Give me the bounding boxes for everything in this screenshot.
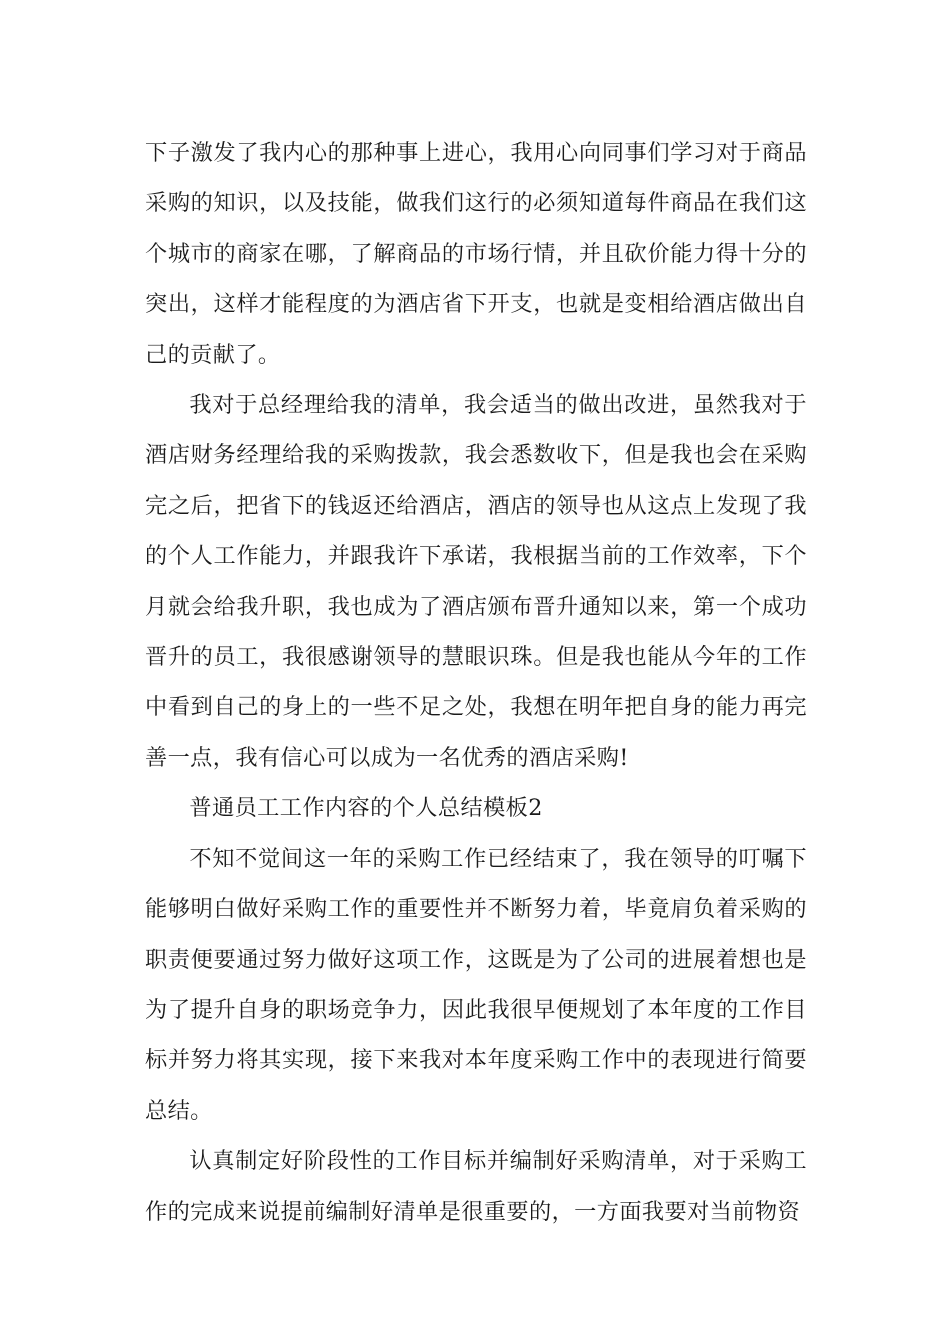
paragraph-1: 下子激发了我内心的那种事上进心，我用心向同事们学习对于商品采购的知识，以及技能，做我们这行的必须知道每件商品在我们这个城市的商家在哪，了解商品的市场行情，并且砍价能力得十分的突出，这样才能程度的为酒店省下开支，也就是变相给酒店做出自己的贡献了。 bbox=[145, 140, 807, 368]
paragraph-4: 认真制定好阶段性的工作目标并编制好采购清单，对于采购工作的完成来说提前编制好清单是很重要的，一方面我要对当前物资 bbox=[145, 1148, 807, 1225]
document-page bbox=[145, 128, 807, 1237]
paragraph-2: 我对于总经理给我的清单，我会适当的做出改进，虽然我对于酒店财务经理给我的采购拨款，我会悉数收下，但是我也会在采购完之后，把省下的钱返还给酒店，酒店的领导也从这点上发现了我的个人工作能力，并跟我许下承诺，我根据当前的工作效率，下个月就会给我升职，我也成为了酒店颁布晋升通知以来，第一个成功晋升的员工，我很感谢领导的慧眼识珠。但是我也能从今年的工作中看到自己的身上的一些不足之处，我想在明年把自身的能力再完善一点，我有信心可以成为一名优秀的酒店采购! bbox=[145, 392, 807, 771]
section-heading: 普通员工工作内容的个人总结模板2 bbox=[189, 795, 543, 822]
paragraph-3: 不知不觉间这一年的采购工作已经结束了，我在领导的叮嘱下能够明白做好采购工作的重要性并不断努力着，毕竟肩负着采购的职责便要通过努力做好这项工作，这既是为了公司的进展着想也是为了提升自身的职场竞争力，因此我很早便规划了本年度的工作目标并努力将其实现，接下来我对本年度采购工作中的表现进行简要总结。 bbox=[145, 845, 807, 1124]
